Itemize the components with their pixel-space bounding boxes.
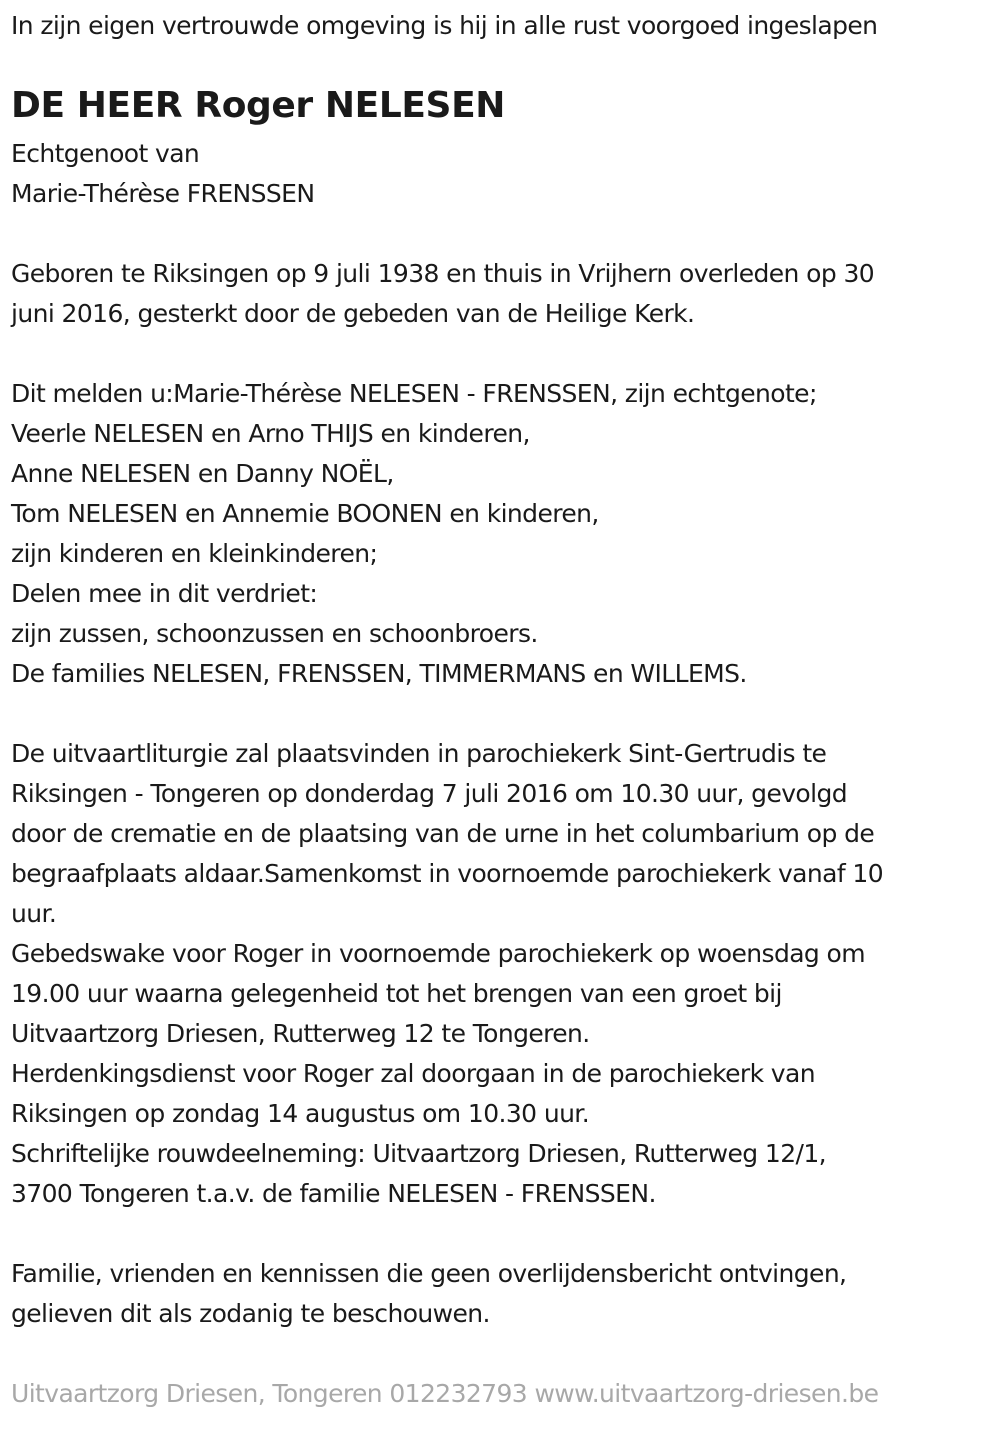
- spouse-block: [11, 134, 314, 214]
- funeral-line: 3700 Tongeren t.a.v. de familie NELESEN - FRENSSEN.: [11, 1179, 656, 1208]
- announcement-line: Dit melden u:Marie-Thérèse NELESEN - FRENSSEN, zijn echtgenote;: [11, 379, 817, 408]
- birth-death-line: juni 2016, gesterkt door de gebeden van de Heilige Kerk.: [11, 299, 695, 328]
- deceased-name: DE HEER Roger NELESEN: [11, 85, 506, 126]
- funeral-line: Schriftelijke rouwdeelneming: Uitvaartzorg Driesen, Rutterweg 12/1,: [11, 1139, 827, 1168]
- funeral-line: Uitvaartzorg Driesen, Rutterweg 12 te Tongeren.: [11, 1019, 590, 1048]
- birth-death-block: [11, 254, 874, 334]
- funeral-home-footer: Uitvaartzorg Driesen, Tongeren 012232793 www.uitvaartzorg-driesen.be: [11, 1379, 879, 1408]
- announcement-line: zijn zussen, schoonzussen en schoonbroers.: [11, 619, 538, 648]
- spouse-line: Echtgenoot van: [11, 139, 200, 168]
- funeral-line: uur.: [11, 899, 57, 928]
- funeral-line: Riksingen op zondag 14 augustus om 10.30 uur.: [11, 1099, 590, 1128]
- funeral-line: door de crematie en de plaatsing van de urne in het columbarium op de: [11, 819, 875, 848]
- funeral-details-block: [11, 734, 883, 1214]
- announcement-block: [11, 374, 817, 694]
- funeral-line: begraafplaats aldaar.Samenkomst in voornoemde parochiekerk vanaf 10: [11, 859, 884, 888]
- birth-death-line: Geboren te Riksingen op 9 juli 1938 en thuis in Vrijhern overleden op 30: [11, 259, 875, 288]
- announcement-line: Delen mee in dit verdriet:: [11, 579, 318, 608]
- announcement-line: Anne NELESEN en Danny NOËL,: [11, 459, 394, 488]
- announcement-line: De families NELESEN, FRENSSEN, TIMMERMANS en WILLEMS.: [11, 659, 747, 688]
- closing-line: Familie, vrienden en kennissen die geen overlijdensbericht ontvingen,: [11, 1259, 847, 1288]
- funeral-line: De uitvaartliturgie zal plaatsvinden in parochiekerk Sint-Gertrudis te: [11, 739, 827, 768]
- funeral-line: Riksingen - Tongeren op donderdag 7 juli 2016 om 10.30 uur, gevolgd: [11, 779, 847, 808]
- intro-text: In zijn eigen vertrouwde omgeving is hij in alle rust voorgoed ingeslapen: [11, 11, 878, 40]
- announcement-line: Tom NELESEN en Annemie BOONEN en kinderen,: [11, 499, 599, 528]
- funeral-line: Herdenkingsdienst voor Roger zal doorgaan in de parochiekerk van: [11, 1059, 815, 1088]
- funeral-line: 19.00 uur waarna gelegenheid tot het brengen van een groet bij: [11, 979, 782, 1008]
- announcement-line: Veerle NELESEN en Arno THIJS en kinderen,: [11, 419, 530, 448]
- funeral-line: Gebedswake voor Roger in voornoemde parochiekerk op woensdag om: [11, 939, 865, 968]
- closing-line: gelieven dit als zodanig te beschouwen.: [11, 1299, 490, 1328]
- closing-block: [11, 1254, 846, 1334]
- spouse-line: Marie-Thérèse FRENSSEN: [11, 179, 315, 208]
- announcement-line: zijn kinderen en kleinkinderen;: [11, 539, 378, 568]
